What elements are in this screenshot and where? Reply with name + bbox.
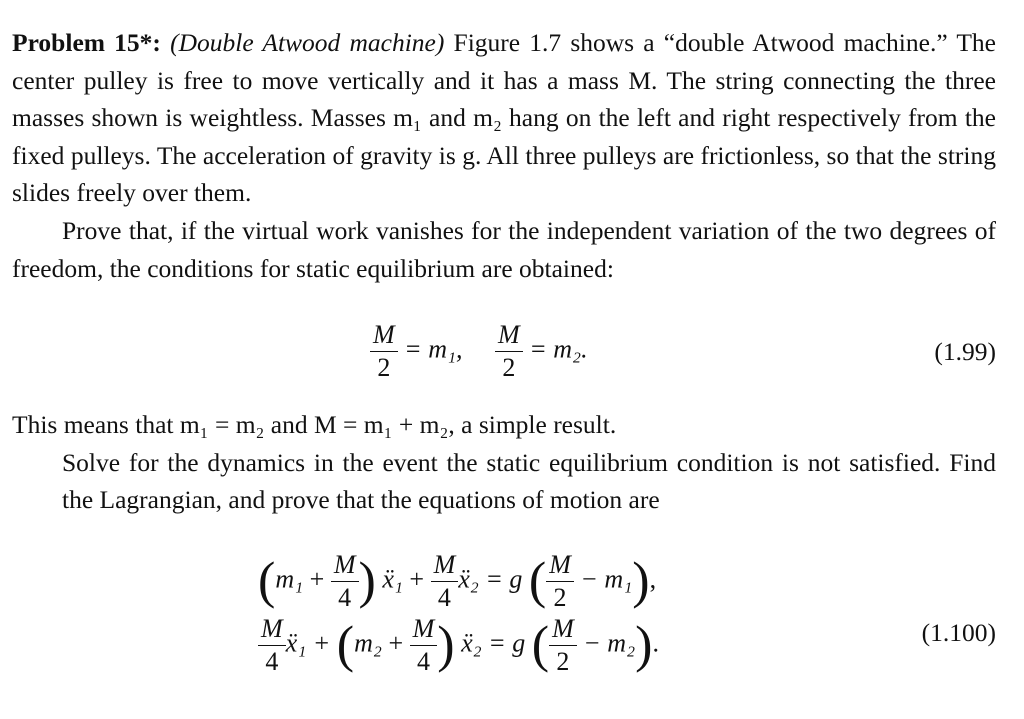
problem-label: Problem 15*: [12,28,161,57]
equation-1-100-line1: (m₁ + $\frac{M}{4}$ ) ẍ₁ + $\frac{M}{4}$ ẍ₂ = g ( $\frac{M}{2}$ − m₁), [258,550,657,612]
equation-1-100-line2: $\frac{M}{4}$ ẍ₁ + (m₂ + $\frac{M}{4}$ ) ẍ₂ = g ( $\frac{M}{2}$ − m₂). [258,616,659,675]
equation-1-99-rhs2: = m₂. [529,334,588,364]
problem-intro-text: Figure 1.7 shows a “double Atwood machine.” The center pulley is free to move vertically and it has a mass M. The string connecting the three masses shown is weightless. Masses m₁ and m₂ hang on the left and right respectively from the fixed pulleys. The acceleration of gravity is g. All three pulleys are frictionless, so that the string slides freely over them. [12,28,996,207]
equation-number-1-100: (1.100) [921,618,996,647]
fraction-m-over-4: $\frac{M}{4}$ [331,552,359,611]
problem-title: (Double Atwood machine) [170,28,445,57]
fraction-m-over-4: $\frac{M}{4}$ [410,616,438,675]
result-paragraph [12,406,996,519]
fraction-m-over-4: $\frac{M}{4}$ [258,616,286,675]
prove-paragraph: Prove that, if the virtual work vanishes for the independent variation of the two degrees of freedom, the conditions for static equilibrium are obtained: [12,216,996,283]
problem-intro-paragraph [12,24,996,212]
result-text: This means that m₁ = m₂ and M = m₁ + m₂, a simple result. [12,410,617,439]
dynamics-text: Solve for the dynamics in the event the static equilibrium condition is not satisfied. Find the Lagrangian, and prove that the equations of motion are [62,447,996,514]
fraction-m-over-2: $\frac{M}{2}$ [370,322,398,381]
fraction-m-over-2: $\frac{M}{2}$ [546,552,574,611]
equation-1-99 [370,322,588,381]
equation-number-1-99: (1.99) [934,337,996,366]
equation-1-99-rhs1: = m₁, [404,334,463,364]
fraction-m-over-2: $\frac{M}{2}$ [495,322,523,381]
fraction-m-over-2: $\frac{M}{2}$ [549,616,577,675]
fraction-m-over-4: $\frac{M}{4}$ [431,552,459,611]
